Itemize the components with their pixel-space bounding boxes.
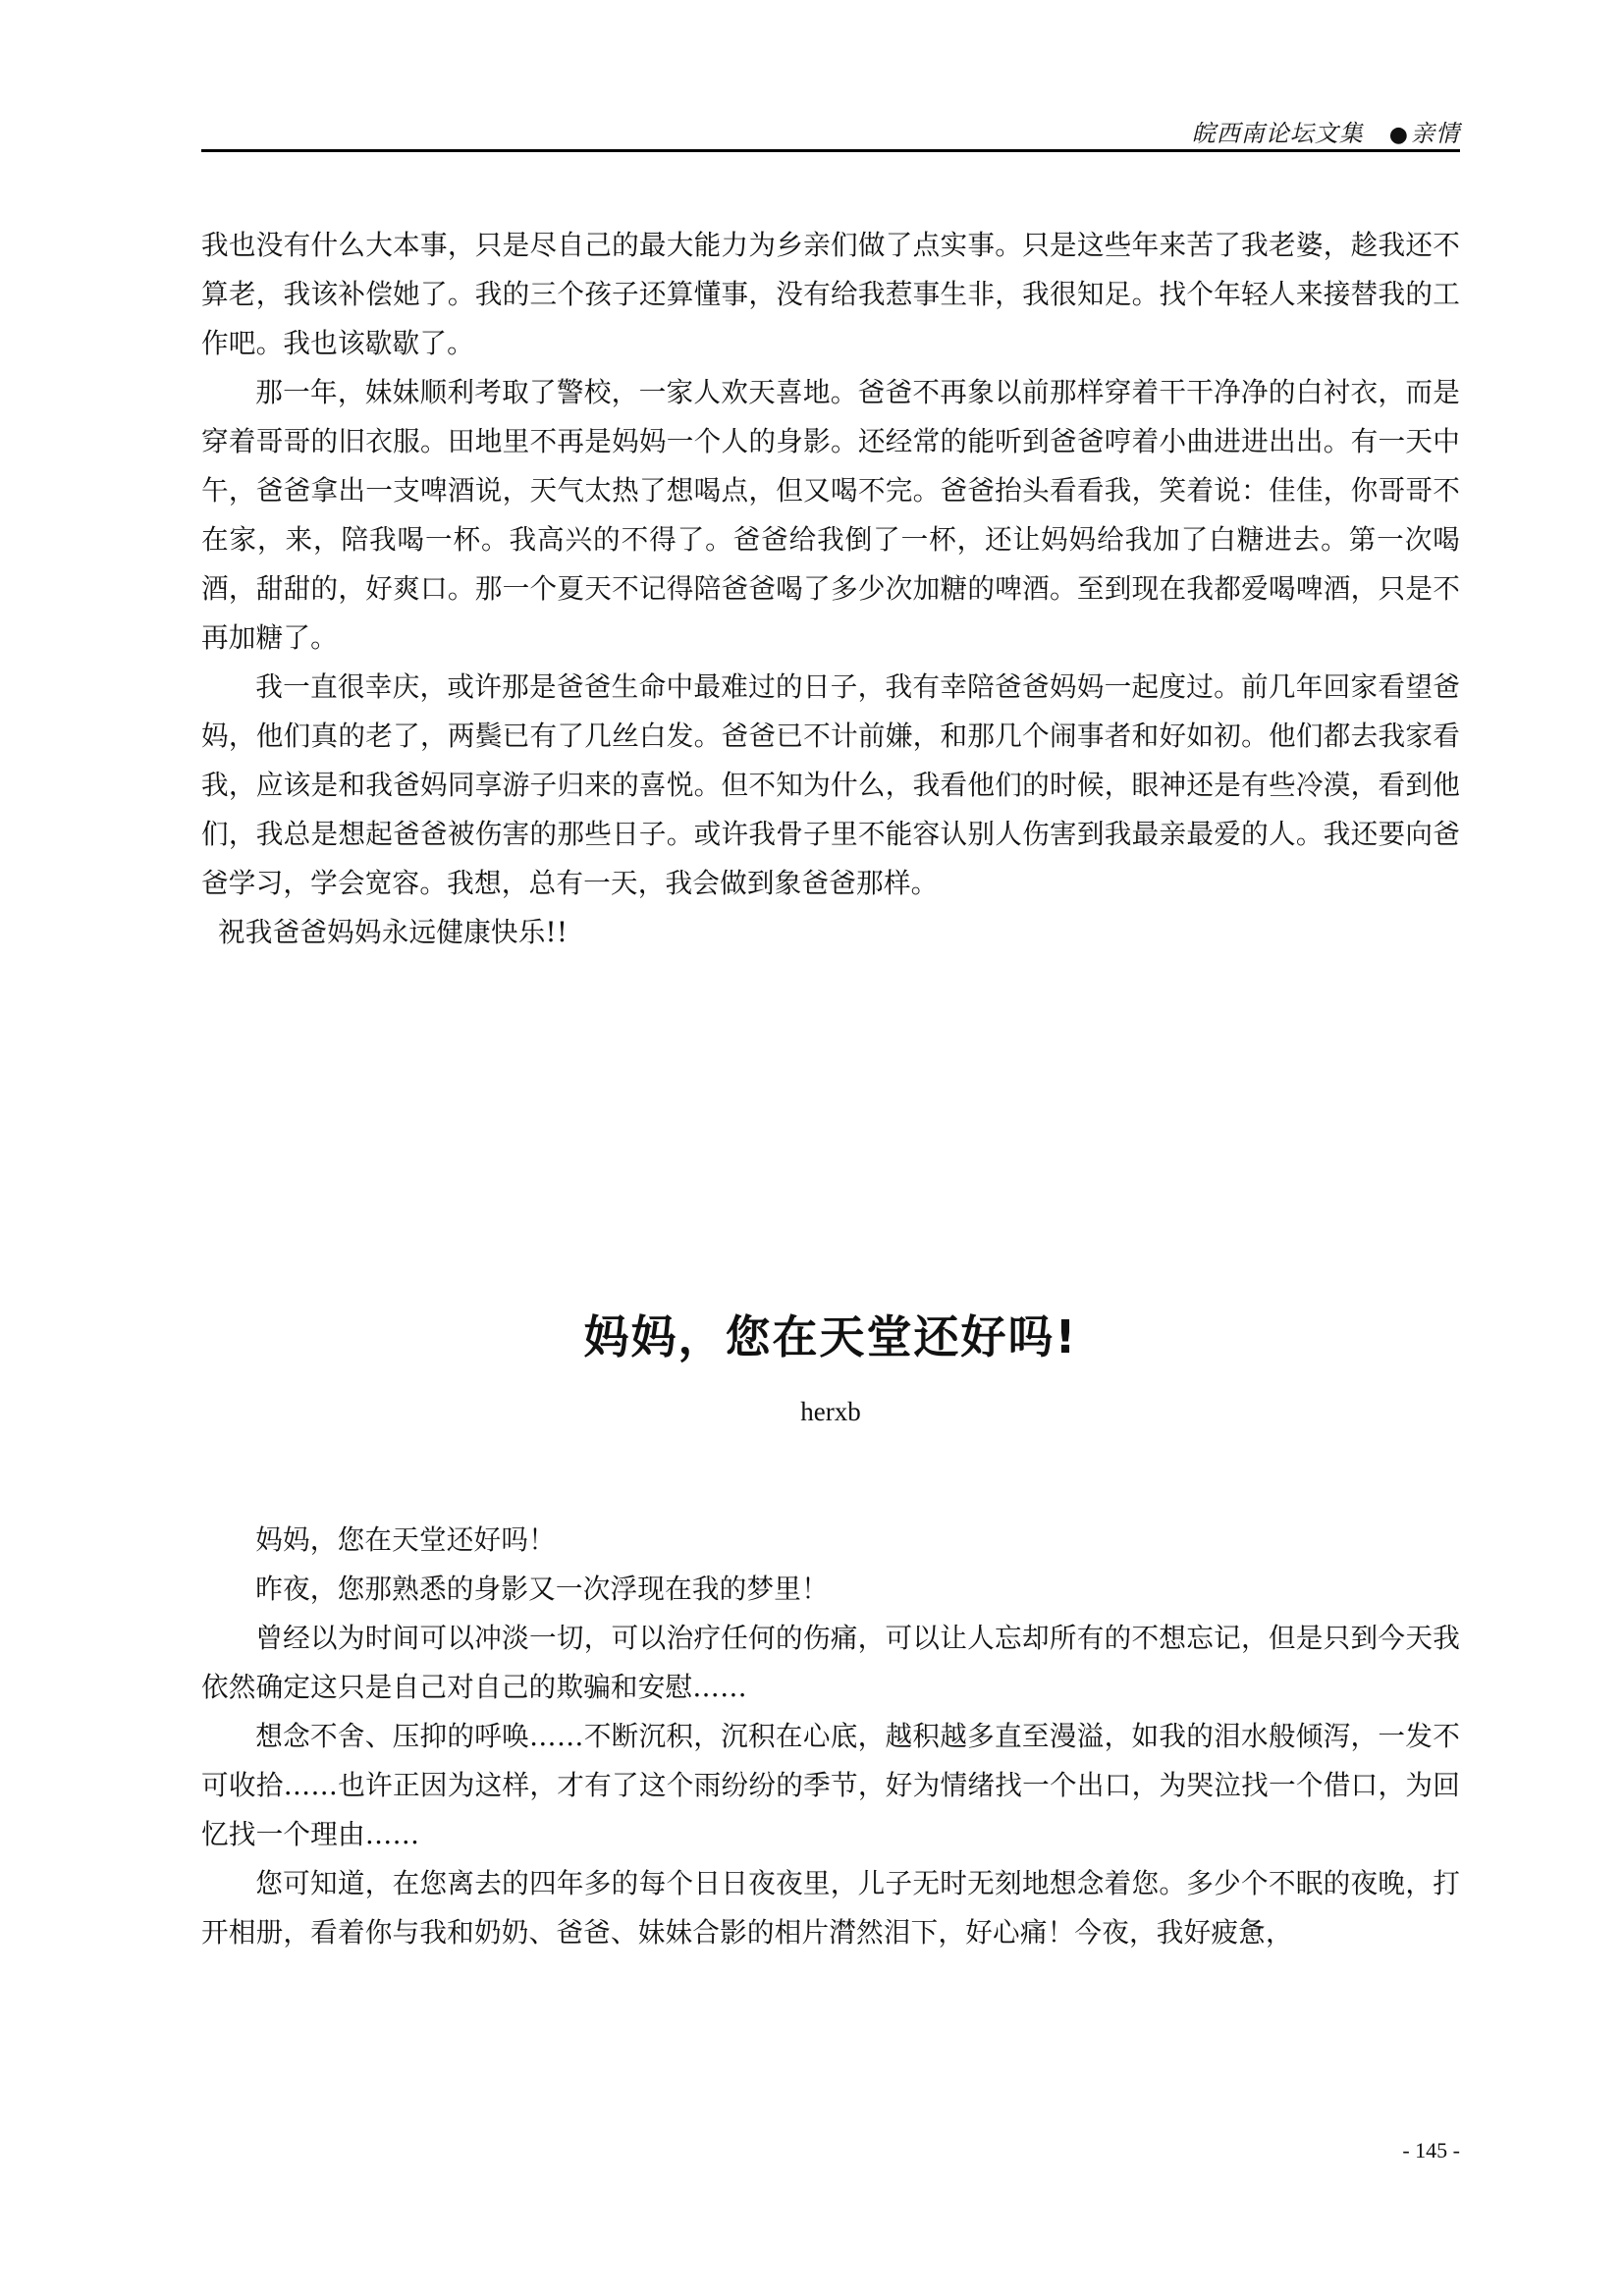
page-number: - 145 - xyxy=(1402,2138,1460,2163)
article-author: herxb xyxy=(800,1397,861,1426)
paragraph: 妈妈，您在天堂还好吗！ xyxy=(255,1523,556,1556)
paragraph: 我一直很幸庆，或许那是爸爸生命中最难过的日子，我有幸陪爸爸妈妈一起度过。前几年回家看望爸妈，他们真的老了，两鬓已有了几丝白发。爸爸已不计前嫌，和那几个闹事者和好如初。他们都去我家看我，应该是和我爸妈同享游子归来的喜悦。但不知为什么，我看他们的时候，眼神还是有些冷漠，看到他们，我总是想起爸爸被伤害的那些日子。或许我骨子里不能容认别人伤害到我最亲最爱的人。我还要向爸爸学习，学会宽容。我想，总有一天，我会做到象爸爸那样。 xyxy=(201,670,1460,899)
header-collection-title: 皖西南论坛文集 xyxy=(1191,120,1364,147)
paragraph: 想念不舍、压抑的呼唤……不断沉积，沉积在心底，越积越多直至漫溢，如我的泪水般倾泻，一发不可收拾……也许正因为这样，才有了这个雨纷纷的季节，好为情绪找一个出口，为哭泣找一个借口，为回忆找一个理由…… xyxy=(201,1720,1460,1850)
paragraph: 那一年，妹妹顺利考取了警校，一家人欢天喜地。爸爸不再象以前那样穿着干干净净的白衬衣，而是穿着哥哥的旧衣服。田地里不再是妈妈一个人的身影。还经常的能听到爸爸哼着小曲进进出出。有一天中午，爸爸拿出一支啤酒说，天气太热了想喝点，但又喝不完。爸爸抬头看看我，笑着说：佳佳，你哥哥不在家，来，陪我喝一杯。我高兴的不得了。爸爸给我倒了一杯，还让妈妈给我加了白糖进去。第一次喝酒，甜甜的，好爽口。那一个夏天不记得陪爸爸喝了多少次加糖的啤酒。至到现在我都爱喝啤酒，只是不再加糖了。 xyxy=(201,376,1460,654)
header-section-title: 亲情 xyxy=(1411,120,1460,147)
closing-line: 祝我爸爸妈妈永远健康快乐!! xyxy=(218,916,568,948)
previous-article-body xyxy=(201,221,1460,957)
paragraph: 您可知道，在您离去的四年多的每个日日夜夜里，儿子无时无刻地想念着您。多少个不眠的夜晚，打开相册，看着你与我和奶奶、爸爸、妹妹合影的相片潸然泪下，好心痛！今夜，我好疲惫， xyxy=(201,1867,1460,1949)
paragraph: 昨夜，您那熟悉的身影又一次浮现在我的梦里！ xyxy=(255,1573,829,1605)
bullet-icon: ● xyxy=(1388,123,1409,147)
paragraph: 我也没有什么大本事，只是尽自己的最大能力为乡亲们做了点实事。只是这些年来苦了我老婆，趁我还不算老，我该补偿她了。我的三个孩子还算懂事，没有给我惹事生非，我很知足。找个年轻人来接替我的工作吧。我也该歇歇了。 xyxy=(201,229,1460,359)
running-header xyxy=(201,110,1460,152)
header-text xyxy=(1192,114,1460,148)
article-body xyxy=(201,1516,1460,1957)
article-title: 妈妈，您在天堂还好吗! xyxy=(583,1310,1078,1363)
paragraph: 曾经以为时间可以冲淡一切，可以治疗任何的伤痛，可以让人忘却所有的不想忘记，但是只到今天我依然确定这只是自己对自己的欺骗和安慰…… xyxy=(201,1622,1460,1703)
